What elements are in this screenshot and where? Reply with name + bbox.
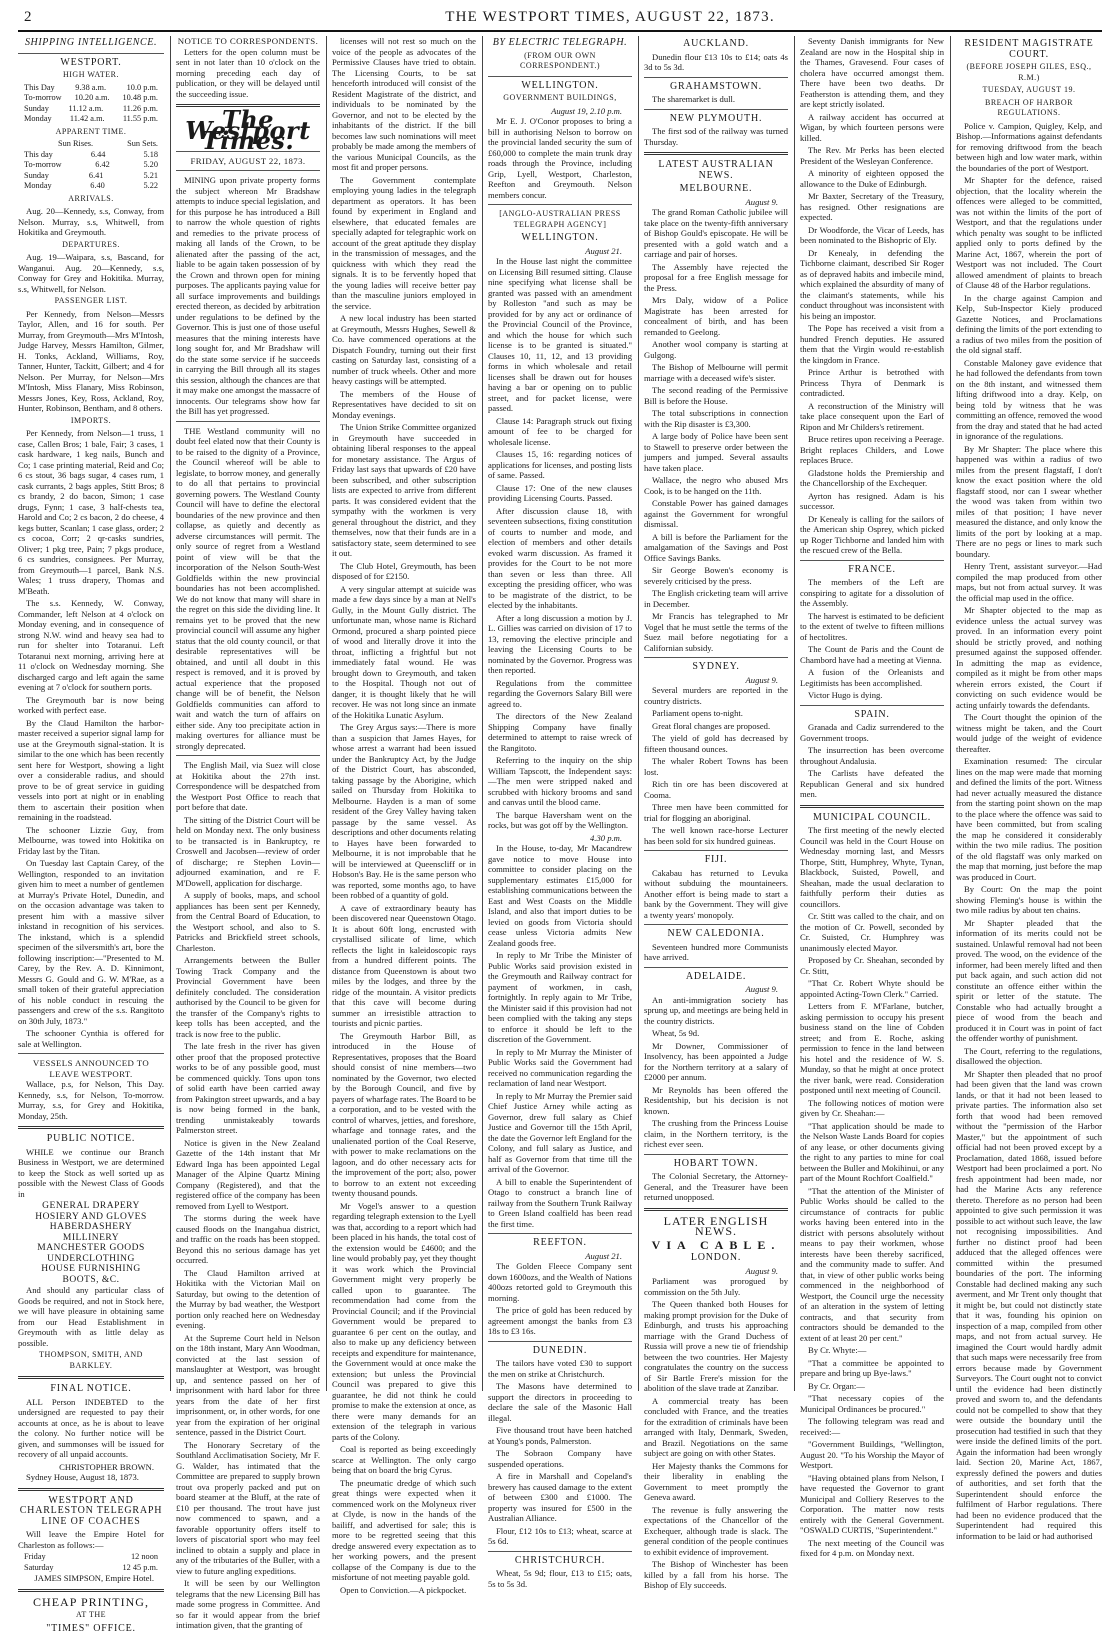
telegraph-paragraph: In reply to Mr Murray the Premier said Chief Justice Arney while acting as Governor, drew full salary as Chief Justice and Governor till the 15th April, the date the Governor left England for the Colony, and full salary as Justice, and half as Governor from that time till the arrival of the Governor. xyxy=(488,1091,632,1175)
passenger-text: Per Kennedy, from Nelson—Messrs Taylor, Allen, and 16 for south. Per Murray, from Greymouth—Mrs M'Intosh, Judge Harvey, Messrs Hamilton, Gilmer, H. Tonks, Ackland, Williams, Roy, Tanner, Hunter, Tackitt, Gilbert; and 4 for Nelson. Per Murray, for Nelson—Mrs M'Intosh, Miss Flanary, Miss Robinson, Messrs Jones, Key, Ross, Ackland, Roy, Hunter, Robinson, Bentham, and 8 others. xyxy=(18,309,164,414)
public-notice-text: WHILE we continue our Branch Business in Westport, we are determined to keep the Stock as well sorted up as possible with the Newest Class of Goods in xyxy=(18,1147,164,1200)
table-header: Sun Rises. Sun Sets. xyxy=(18,139,164,150)
telegraph-paragraph: Clause 17: One of the new clauses providing Licensing Courts. Passed. xyxy=(488,483,632,504)
public-notice-tail: And should any particular class of Goods be required, and not in Stock here, we will have pleasure in obtaining same from our Head Establishment in Greymouth with as little delay as possible. xyxy=(18,1285,164,1348)
telegraph-paragraph: A fire in Marshall and Copeland's brewery has caused damage to the extent of between £300 and £1000. The property was insured for £500 in the Australian Alliance. xyxy=(488,1471,632,1524)
coach-heading: WESTPORT AND CHARLESTON TELEGRAPH LINE OF COACHES xyxy=(18,1496,164,1528)
telegraph-paragraph: The tailors have voted £30 to support the men on strike at Christchurch. xyxy=(488,1358,632,1379)
news-paragraph: The late fresh in the river has given other proof that the proposed protective works to be of any possible good, must be commenced quickly. Tons upon tons of solid earth have been carried away from Pakington street upwards, and a bay is now being formed in the bank, trending unmistakeably towards Palmerston street. xyxy=(176,1041,320,1136)
telegraph-paragraph: In the House last night the committee on Licensing Bill resumed sitting. Clause nine specifying what license shall be granted was passed with an amendment by Rolleston "and such as may be provided for by any act or ordinance of the Provincial Council of the Province, and which the house for which such license is to be granted is situated." Clauses 10, 11, 12, and 13 providing forms in which wholesale and retail licenses shall be drawn out for houses having a bar or opening on to public street, and for packet license, were passed. xyxy=(488,256,632,414)
news-paragraph: The Greymouth Harbor Bill, as introduced in the House of Representatives, proposes that the Board should consist of nine members—two nominated by the Governor, two elected by the Borough Council, and five by payers of wharfage rates. The Board to be a corporation, and to be vested with the control of wharves, jetties, and foreshore, wharfage and tonnage rates, and the unalienated portion of the Coal Reserve, with power to make reclamations on the lagoon, and do other necessary acts for the improvement of the port; also, power to borrow to an extent not exceeding twenty thousand pounds. xyxy=(332,1031,476,1199)
dateline: August 9. xyxy=(644,984,778,995)
list-item: HABERDASHERY xyxy=(18,1222,164,1233)
final-notice-heading: FINAL NOTICE. xyxy=(18,1384,164,1395)
news-paragraph: The Pope has received a visit from a hundred French deputies. He assured them that the Virgin would re-establish the kingdom in France. xyxy=(800,323,944,365)
list-item: MANCHESTER GOODS xyxy=(18,1243,164,1254)
masthead-rule xyxy=(18,30,1102,32)
news-paragraph: A fusion of the Orleanists and Legitimists has been accomplished. xyxy=(800,667,944,688)
column-divider xyxy=(482,36,483,1391)
news-paragraph: Wheat, 5s 9d. xyxy=(644,1028,788,1039)
table-row: Monday 11.42 a.m. 11.55 p.m. xyxy=(18,114,164,125)
rule xyxy=(18,53,164,54)
news-paragraph: Rich tin ore has been discovered at Cooma. xyxy=(644,779,788,800)
notice-text: Letters for the open column must be sent in not later than 10 o'clock on the morning preceding each day of publication, or they will be delayed until the succeeding issue. xyxy=(176,47,320,100)
table-row: Friday 12 noon xyxy=(18,1552,164,1563)
arrivals-heading: ARRIVALS. xyxy=(18,194,164,205)
vessels-text: Wallace, p.s, for Nelson, This Day. Kennedy, s.s, for Nelson, To-morrow. Murray, s.s, for Grey and Hokitika, Monday, 25th. xyxy=(18,1079,164,1121)
news-paragraph: Wallace, the negro who abused Mrs Cook, is to be hanged on the 11th. xyxy=(644,475,788,496)
news-paragraph: The following telegram was read and received:— xyxy=(800,1416,944,1437)
court-heading: RESIDENT MAGISTRATE COURT. xyxy=(956,39,1102,60)
cheap-printing-at: AT THE xyxy=(18,1610,164,1621)
news-paragraph: By Cr. Whyte:— xyxy=(800,1345,944,1356)
list-item: GENERAL DRAPERY xyxy=(18,1201,164,1212)
news-paragraph: Her Majesty thanks the Commons for their liberality in enabling the Government to meet promptly the Geneva award. xyxy=(644,1461,788,1503)
news-paragraph: The Club Hotel, Greymouth, has been disposed of for £2150. xyxy=(332,561,476,582)
news-paragraph: Mr Reynolds has been offered the Residentship, but his decision is not known. xyxy=(644,1085,788,1117)
shipping-paragraph: The schooner Cynthia is offered for sale at Wellington. xyxy=(18,1028,164,1049)
telegraph-paragraph: A bill to enable the Superintendent of Otago to construct a branch line of railway from the Southern Trunk Railway to Green Island coalfield has been read the first time. xyxy=(488,1177,632,1230)
column-english-news xyxy=(800,36,944,1391)
news-paragraph: Gladstone holds the Premiership and the Chancellorship of the Exchequer. xyxy=(800,468,944,489)
news-paragraph: The English Mail, via Suez will close at Hokitika about the 27th inst. Correspondence will be despatched from the Westport Post Office to reach that port before that date. xyxy=(176,760,320,813)
column-divider xyxy=(638,36,639,1391)
rule xyxy=(644,152,788,155)
rule xyxy=(644,77,788,78)
column-local-news xyxy=(332,36,476,1391)
court-paragraph: Mr Shapter then pleaded that no proof had been given that the land was crown lands, or that it had not been leased to private parties. The information also set forth that wood had been removed without the "permission of the Harbor Master," but the appointment of such official had not been proved except by a Proclamation, dated 1868, issued before Westport had been proclaimed a port. No fresh appointment had been made, nor had the Marine Acts any reference thereto. Therefore as no person had been appointed to give such permission it was possible to act without such leave, the law not recognising impossibilities. And further no distinct proof had been adduced that the alleged offences were committed within the presumed boundaries of the port. The informing Constable had declined making any such averment, and Mr Trent only thought that it might be, but could not distinctly state that it was, founding his opinion on inspection of a map, compiled from other maps, and not from actual survey. He imagined the Court would hardly admit that such maps were necessarily free from errors because made by Government Surveyors. The Court ought not to convict until the evidence had been distinctly proved and sworn to, and the defendants could not be compelled to show that they were outside the boundary until the prosecution had testified in such that they were inside the defined limits of the port. Again the information had been wrongly laid. Section 20, Marine Act, 1867, expressly defined the powers and duties of authorities, and set forth that the Superintendent should enforce the fulfilment of Harbor regulations. There had been no evidence produced that the Superintendent had required this information to be laid or had authorised xyxy=(956,1069,1102,1542)
news-paragraph: The Queen thanked both Houses for making prompt provision for the Duke of Edinburgh, and trusts his approaching marriage with the Grand Duchess of Russia will prove a new tie of friendship between the two countries. Her Majesty congratulates the country on the success of Sir Bartle Frere's mission for the abolition of the slave trade at Zanzibar. xyxy=(644,1299,788,1394)
news-paragraph: Great floral changes are proposed. xyxy=(644,721,788,732)
news-paragraph: A commercial treaty has been concluded with France, and the treaties for the extradition of criminals have been arranged with Italy, Denmark, Sweden, and Brazil. Negotiations on the same subject are going on with other States. xyxy=(644,1396,788,1459)
imports-text: Per Kennedy, from Nelson—1 truss, 1 case, Callen Bros; 1 bale, Fair; 3 cases, 1 cask hardware, 1 keg nails, Bunch and Co; 1 case printing material, Reid and Co; 6 cs stout, 36 bags sugar, 4 cases rum, 1 cask currants, 2 bags apples, Stitt Bros; 8 cs brandy, 2 do bacon, Simon; 1 case drugs, Fynn; 1 case, 3 half-chests tea, Harold and Co; 2 cs bacon, 2 do cheese, 4 kegs butter, Scanlan; 1 case glass, order; 2 cs cocoa, Corr; 2 qr-casks sundries, Oliver; 1 pkg tree, Pain; 7 pkgs produce, 6 cs sundries, consignees. Per Murray, from Greymouth—1 parcel, Bank N.S. Wales; 1 truss drapery, Thomas and M'Beath. xyxy=(18,428,164,596)
news-paragraph: The next meeting of the Council was fixed for 4 p.m. on Monday next. xyxy=(800,1538,944,1559)
final-notice-text: ALL Person INDEBTED to the undersigned are requested to pay their accounts at once, as he is about to leave the colony. No further notice will be given, and summonses will be issued for recovery of all unpaid accounts. xyxy=(18,1397,164,1460)
telegraph-heading: BY ELECTRIC TELEGRAPH. xyxy=(488,38,632,49)
port-heading: WESTPORT. xyxy=(18,58,164,69)
news-paragraph: A minority of eighteen opposed the allowance to the Duke of Edinburgh. xyxy=(800,168,944,189)
news-paragraph: The total subscriptions in connection with the Rip disaster is £3,300. xyxy=(644,408,788,429)
coach-signature: JAMES SIMPSON, Empire Hotel. xyxy=(18,1573,154,1584)
court-paragraph: Henry Trent, assistant surveyor.—Had compiled the map produced from other maps, but not from actual survey. It was the official map used in the office. xyxy=(956,561,1102,603)
column-shipping xyxy=(18,36,164,1391)
news-paragraph: The members of the House of Representatives have decided to sit on Monday evenings. xyxy=(332,389,476,421)
shipping-paragraph: On Tuesday last Captain Carey, of the Wellington, responded to an invitation given him to meet a number of gentlemen at Murray's Private Hotel, Dunedin, and on the occasion advantage was taken to present him with a massive silver inkstand in recognition of his services. The inkstand, which is a splendid specimen of the silversmith's art, bore the following inscription:—"Presented to M. Carey, by the Rev. A. D. Kinnimont, Messrs G. Gould and G. W. M'Rae, as a small token of their grateful appreciation of his noble conduct in rescuing the passengers and crew of the s.s. Rangitoto on 30th July, 1873." xyxy=(18,858,164,1026)
telegraph-paragraph: Flour, £12 10s to £13; wheat, scarce at 5s 6d. xyxy=(488,1526,632,1547)
news-paragraph: The Union Strike Committee organized in Greymouth have succeeded in obtaining liberal responses to the appeal for monetary assistance. The Argus of Friday last says that upwards of £20 have been subscribed, and other subscription lists are expected to arrive from different parts. It was considered evident that the sympathy with the workmen is very general throughout the district, and they themselves, now that their funds are in a satisfactory state, seem determined to see it out. xyxy=(332,422,476,559)
dateline: 4.30 p.m. xyxy=(488,833,622,844)
telegraph-paragraph: The Golden Fleece Company sent down 1600ozs, and the Wealth of Nations 400ozs retorted gold to Greymouth this morning. xyxy=(488,1261,632,1303)
case-heading: BREACH OF HARBOR REGULATIONS. xyxy=(956,98,1102,119)
telegraph-paragraph: Referring to the inquiry on the ship William Tapscott, the Independent says:—The men were stripped naked and scrubbed with hickory brooms and sand and canvas until the blood came. xyxy=(488,755,632,808)
news-paragraph: A supply of books, maps, and school appliances has been sent per Kennedy, from the Central Board of Education, to the Westport school, and also to S. Patricks and Brickfield street schools, Charleston. xyxy=(176,890,320,953)
news-paragraph: Seventeen hundred more Communists have arrived. xyxy=(644,942,788,963)
news-paragraph: A cave of extraordinary beauty has been discovered near Queenstown Otago. It is about 60ft long, encrusted with crystallised silicate of lime, which reflects the light in kaleidoscopic rays from a hundred different points. The distance from Queenstown is about two miles by the lodges, and three by the ridge of the mountain. A visitor predicts that this cave will become during summer an irresistible attraction to tourists and picnic parties. xyxy=(332,903,476,1029)
news-paragraph: The English cricketing team will arrive in December. xyxy=(644,588,788,609)
news-paragraph: The first sod of the railway was turned Thursday. xyxy=(644,126,788,147)
dateline: August 21. xyxy=(488,246,622,257)
telegraph-paragraph: The Masons have determined to support the directors in proceeding to declare the sale of the Masonic Hall illegal. xyxy=(488,1381,632,1423)
news-paragraph: The grand Roman Catholic jubilee will take place on the twenty-fifth anniversary of Bishop Gould's episcopate. He will be presented with a gold watch and a carriage and pair of horses. xyxy=(644,207,788,260)
news-paragraph: A reconstruction of the Ministry will take place consequent upon the Earl of Ripon and Mr Childers's retirement. xyxy=(800,401,944,433)
christchurch-heading: CHRISTCHURCH. xyxy=(488,1556,632,1567)
court-date: TUESDAY, AUGUST 19. xyxy=(956,85,1102,96)
table-row: Monday 6.40 5.22 xyxy=(18,181,164,192)
dateline: August 21. xyxy=(488,1251,622,1262)
shipping-paragraph: The s.s. Kennedy, W. Conway, Commander, left Nelson at 4 o'clock on Monday evening, and in consequence of strong N.W. wind and heavy sea had to run for shelter into Totaranui. Left Totaranui next morning, arriving here at 11 o'clock on Wednesday morning. She discharged cargo and left again the same evening at 7 o'clock for southern ports. xyxy=(18,598,164,693)
telegraph-paragraph: The price of gold has been reduced by agreement amongst the banks from £3 18s to £3 16s. xyxy=(488,1305,632,1337)
news-paragraph: The first meeting of the newly elected Council was held in the Court House on Wednesday morning last, and Messrs Thorpe, Stitt, Humphrey, Whyte, Tynan, Blackbock, Suisted, Powell, and Sheahan, made the usual declaration to faithfully perform their duties as councillors. xyxy=(800,825,944,909)
column-editorial xyxy=(176,36,320,1391)
news-paragraph: The members of the Left are conspiring to agitate for a dissolution of the Assembly. xyxy=(800,577,944,609)
news-paragraph: The following notices of motion were given by Cr. Sheahan:— xyxy=(800,1098,944,1119)
dateline: August 9. xyxy=(644,197,778,208)
news-paragraph: Letters from F. M'Farlane, butcher, asking permission to occupy his present business stand on the line of Cobden street; and from E. Roche, asking permission to fence in the land between his hotel and the residence of W. S. Munday, so that he might at once protect the river bank, were read. Consideration postponed until next meeting of Council. xyxy=(800,1001,944,1096)
news-paragraph: Open to Conviction.—A pickpocket. xyxy=(332,1585,476,1596)
news-paragraph: A railway accident has occurred at Wigan, by which fourteen persons were killed. xyxy=(800,112,944,144)
news-paragraph: Several murders are reported in the country districts. xyxy=(644,685,788,706)
table-row: Sunday 11.12 a.m. 11.26 p.m. xyxy=(18,104,164,115)
new-caledonia-heading: NEW CALEDONIA. xyxy=(644,929,788,940)
news-paragraph: A very singular attempt at suicide was made a few days since by a man at Nell's Gully, in the Mount Gully district. The unfortunate man, whose name is Richard Ormond, procured a sharp pointed piece of wood and literally drove it into the throat, inflicting a frightful but not immediately fatal wound. He was brought down to Greymouth, and taken to the Hospital. Though not out of danger, it is thought likely that he will recover. He was not long since an inmate of the Hokitika Lunatic Asylum. xyxy=(332,584,476,721)
telegraph-paragraph: The barque Haversham went on the rocks, but was got off by the Wellington. xyxy=(488,810,632,831)
telegraph-subheading: (FROM OUR OWN CORRESPONDENT.) xyxy=(488,51,632,72)
court-paragraph: Mr Shapter for the defence, raised objection, that the locality wherein the offences were alleged to be committed, was not within the limits of the port of Westport, and that the regulations under which penalty was sought to be inflicted applied only to ports defined by the Marine Act, 1867, wherein the port of Westport was not included. The Court allowed amendment of plaints to breach of Clause 48 of the Harbor regulations. xyxy=(956,175,1102,291)
list-item: HOUSE FURNISHING xyxy=(18,1264,164,1275)
table-row: Sunday 6.41 5.21 xyxy=(18,171,164,182)
news-paragraph: Dunedin flour £13 10s to £14; oats 4s 3d to 5s 3d. xyxy=(644,52,788,73)
telegraph-paragraph: In reply to Mr Murray the Minister of Public Works said the Government had received no communication regarding the reclamation of land near Westport. xyxy=(488,1047,632,1089)
news-paragraph: Dr Woodforde, the Vicar of Leeds, has been nominated to the Bishopric of Ely. xyxy=(800,225,944,246)
rule xyxy=(18,1589,164,1592)
rule xyxy=(644,967,788,968)
telegraph-paragraph: Mr E. J. O'Conor proposes to bring a bill in authorising Nelson to borrow on the provincial landed security the sum of £60,000 to complete the main trunk dray roads through the Province, including Grip, Lyell, Westport, Charleston, Reefton and Greymouth. Nelson members concur. xyxy=(488,116,632,200)
masthead xyxy=(0,0,1114,30)
news-paragraph: Victor Hugo is dying. xyxy=(800,690,944,701)
news-paragraph: Notice is given in the New Zealand Gazette of the 14th instant that Mr Edward Inga has been appointed Legal Manager of the Alpine Quartz Mining Company (Registered), and that the registered office of the company has been removed from Lyell to Westport. xyxy=(176,1138,320,1212)
rule xyxy=(488,1551,632,1552)
news-paragraph: Coal is reported as being exceedingly scarce at Wellington. The only cargo being that on board the brig Cyrus. xyxy=(332,1444,476,1476)
column-divider xyxy=(950,36,951,1391)
column-divider xyxy=(794,36,795,1391)
telegraph-paragraph: Regulations from the committee regarding the Governors Salary Bill were agreed to. xyxy=(488,678,632,710)
dunedin-heading: DUNEDIN. xyxy=(488,1346,632,1357)
rule xyxy=(644,1208,788,1211)
shipping-paragraph: By the Claud Hamilton the harbor-master received a superior signal lamp for use at the Greymouth signal-station. It is similar to the one which has been recently sent here for Westport, showing a light over a considerable radius, and should prove to be of great service in guiding vessels into port at night or in enabling them to ascertain their position when remaining in the roadstead. xyxy=(18,718,164,823)
news-paragraph: licenses will not rest so much on the voice of the people as advocates of the Permissive Clauses have tried to obtain. The Licensing Courts, to be sat henceforth introduced will consist of the Resident Magistrate of the district, and individuals to be nominated by the Governor, and not to be elected by the inhabitants of the district. If the bill becomes law such nominations will meet probably be made among the members of the various Municipal Councils, as the most fit and proper persons. xyxy=(332,36,476,173)
news-paragraph: The yield of gold has decreased by fifteen thousand ounces. xyxy=(644,733,788,754)
news-paragraph: The whaler Robert Towns has been lost. xyxy=(644,756,788,777)
newspaper-title: THE WESTPORT TIMES, AUGUST 22, 1873. xyxy=(300,9,920,26)
news-paragraph: Mr Baxter, Secretary of the Treasury, has resigned. Other resignations are expected. xyxy=(800,191,944,223)
table-row: This day 6.44 5.18 xyxy=(18,150,164,161)
melbourne-heading: MELBOURNE. xyxy=(644,184,788,195)
news-paragraph: By Cr. Organ:— xyxy=(800,1381,944,1392)
page-number: 2 xyxy=(24,9,32,26)
court-paragraph: Police v. Campion, Quigley, Kelp, and Bishop.—Informations against defendants for removing driftwood from the beach between high and low water mark, within the boundaries of the port of Westport. xyxy=(956,121,1102,174)
sydney-heading: SYDNEY. xyxy=(644,662,788,673)
news-paragraph: The Count de Paris and the Count de Chambord have had a meeting at Vienna. xyxy=(800,644,944,665)
high-water-table xyxy=(18,83,164,125)
rule xyxy=(488,204,632,205)
rule xyxy=(18,1053,164,1054)
telegraph-paragraph: Wheat, 5s 9d; flour, £13 to £15; oats, 5s to 5s 3d. xyxy=(488,1568,632,1589)
court-paragraph: The Court thought the opinion of the witness might be taken, and the Court would judge of the weight of evidence thereafter. xyxy=(956,712,1102,754)
news-paragraph: The Bishop of Melbourne will permit marriage with a deceased wife's sister. xyxy=(644,362,788,383)
news-paragraph: The sitting of the District Court will be held on Monday next. The only business to be transacted is in Bankruptcy, re Croswell and Jacobsen—review of order of discharge; re Stephen Lovin—adjourned examination, and re F. M'Dowell, application for discharge. xyxy=(176,815,320,889)
news-paragraph: A large body of Police have been sent to Stawell to preserve order between the jumpers and jumped. Several assaults have taken place. xyxy=(644,431,788,473)
news-paragraph: A bill is before the Parliament for the amalgamation of the Savings and Post Office Savings Banks. xyxy=(644,532,788,564)
court-paragraph: By Mr Shapter: The place where this happened was within a radius of two miles from the present flagstaff, I don't know the exact position where the old flagstaff stood, nor can I swear whether the wood was taken from within two miles of that position; I have never measured the distance, and only know the limits of the port by looking at a map. There are no pegs or lines to mark such boundary. xyxy=(956,444,1102,560)
telegraph-paragraph: Five thousand trout have been hatched at Young's ponds, Palmerston. xyxy=(488,1425,632,1446)
news-paragraph: Ayrton has resigned. Adam is his successor. xyxy=(800,491,944,512)
news-paragraph: The Grey Argus says:—There is more than a suspicion that James Hayes, for whose arrest a warrant had been issued under the Bankruptcy Act, by the Judge of the District Court, has absconded, taking passage by the Aborigine, which sailed on Thursday from Hokitika to Melbourne. Hayden is a man of some resident of the Grey Valley having taken passage by the same vessel. As descriptions and other documents relating to Hayes have been forwarded to Melbourne, it is not improbable that he will be interviewed at Queenscliff or in Hobson's Bay. He is the same person who was reported, some months ago, to have been robbed of a quantity of gold. xyxy=(332,722,476,901)
news-paragraph: Mr Downer, Commissioner of Insolvency, has been appointed a Judge for the Northern territory at a salary of £2000 per annum. xyxy=(644,1041,788,1083)
court-paragraph: By Court: On the map the point showing Fleming's house is within the two mile radius by about ten chains. xyxy=(956,884,1102,916)
vessels-heading: VESSELS ANNOUNCED TO LEAVE WESTPORT. xyxy=(18,1058,164,1079)
municipal-council-heading: MUNICIPAL COUNCIL. xyxy=(800,813,944,824)
arrivals-text: Aug. 20—Kennedy, s.s, Conway, from Nelson. Murray, s.s, Whitwell, from Hokitika and Greymouth. xyxy=(18,206,164,238)
departures-text: Aug. 19—Waipara, s.s, Bascand, for Wanganui. Aug. 20—Kennedy, s.s, Conway for Grey and Hokitika. Murray, s.s, Whitwell, for Nelson. xyxy=(18,252,164,294)
telegraph-paragraph: The Sobraon Company have suspended operations. xyxy=(488,1448,632,1469)
court-paragraph: Mr Shapter objected to the map as evidence unless the actual survey was proved. In an information every point should be strictly proved, and nothing presumed against the supposed offender. In admitting the map as evidence, compiled as it might be from other maps wherein errors existed, the Court if convicting on such evidence would be acting unfairly towards the defendants. xyxy=(956,605,1102,710)
editorial-paragraph: MINING upon private property forms the subject whereon Mr Bradshaw attempts to induce special legislation, and for this purpose he has introduced a Bill to narrow the whole question of rights and remedies to the private process of making all lands of the Crown, to be alienated after the passing of the act, liable to be again taken possession of by the Crown and thrown open for mining purposes. The applicants paying value for all surface improvements and buildings erected thereon, as decided by arbitration under regulations to be defined by the Governor. This is just one of those useful measures that the mining interests have long sought for, and Mr Bradshaw will do the state some service if he succeeds in carrying the Bill through all its stages this session, although the chances are that it may make one amongst the massacre of innocents. Our telegrams show how far the Bill has yet progressed. xyxy=(176,175,320,417)
court-paragraph: Examination resumed: The circular lines on the map were made that morning and defined the limits of the port. Witness had never actually measured the distance from the starting point shown on the map to the place where the offence was said to have been committed, but from scaling the map he considered it considerably within the two mile radius. The position of the old flagstaff was only marked on the map that morning, just before the map was produced in Court. xyxy=(956,756,1102,882)
news-paragraph: Arrangements between the Buller Towing Track Company and the Provincial Government have been definitely concluded. The consideration authorised by the Council to be given for the transfer of the Company's rights to keep tolls has been accepted, and the track is now free to the public. xyxy=(176,955,320,1039)
rule xyxy=(18,1126,164,1129)
news-paragraph: Cr. Stitt was called to the chair, and on the motion of Cr. Powell, seconded by Cr. Suisted, Cr. Humphrey was unanimously elected Mayor. xyxy=(800,911,944,953)
france-heading: FRANCE. xyxy=(800,565,944,576)
news-paragraph: The Honorary Secretary of the Southland Acclimatisation Society, Mr F. G. Walder, has intimated that the Committee are prepared to supply brown trout ova properly packed and put on board steamer at the Bluff, at the rate of £10 per thousand. The trout have just now commenced to spawn, and a favorable opportunity offers itself to lovers of piscatorial sport who may feel inclined to obtain a supply and place in any of the tributaries of the Buller, with a view to future angling expeditions. xyxy=(176,1440,320,1577)
rule xyxy=(176,421,320,422)
news-paragraph: The Claud Hamilton arrived at Hokitika with the Victorian Mail on Saturday, but owing to the detention of the Murray by bad weather, the Westport portion only reached here on Wednesday evening. xyxy=(176,1268,320,1331)
list-item: HOSIERY AND GLOVES xyxy=(18,1212,164,1223)
news-paragraph: Sir George Bowen's economy is severely criticised by the press. xyxy=(644,565,788,586)
news-paragraph: Seventy Danish immigrants for New Zealand are now in the Hospital ship in the Thames, Gravesend. Four cases of cholera have occurred amongst them. There have been two deaths. Dr Featherston is attending them, and they are kept strictly isolated. xyxy=(800,36,944,110)
telegraph-paragraph: After discussion clause 18, with seventeen subsections, fixing constitution of courts to number and mode, and election of members and other details evoked warm discussion. As framed it provides for the Court to be not more than seven or less than three. All excepting the presiding officer, who was to be magistrate of the district, to be elected by the inhabitants. xyxy=(488,506,632,611)
news-paragraph: Three men have been committed for trial for flogging an aboriginal. xyxy=(644,802,788,823)
new-plymouth-heading: NEW PLYMOUTH. xyxy=(644,114,788,125)
london-heading: LONDON. xyxy=(644,1253,788,1264)
news-paragraph: The revenue is fully answering the expectations of the Chancellor of the Exchequer, although trade is slack. The general condition of the people continues to exhibit evidence of improvement. xyxy=(644,1505,788,1558)
rule xyxy=(800,805,944,808)
court-paragraph: In the charge against Campion and Kelp, Sub-Inspector Kiely produced Gazette Notices, and Proclamations defining the limits of the port extending to a radius of two miles from the position of the old signal staff. xyxy=(956,293,1102,356)
rule xyxy=(644,924,788,925)
rule xyxy=(800,705,944,706)
auckland-heading: AUCKLAND. xyxy=(644,39,788,50)
news-paragraph: The Bishop of Winchester has been killed by a fall from his horse. The Bishop of Ely succeeds. xyxy=(644,1559,788,1591)
news-paragraph: Proposed by Cr. Sheahan, seconded by Cr. Stitt, xyxy=(800,955,944,976)
news-paragraph: The Rev. Mr Perks has been elected President of the Wesleyan Conference. xyxy=(800,145,944,166)
news-paragraph: The insurrection has been overcome throughout Andalusia. xyxy=(800,745,944,766)
telegraph-paragraph: After a long discussion a motion by J. L. Gillies was carried on division of 17 to 13, removing the elective principle and leaving the Licensing Courts to be nominated by the Governor. Progress was then reported. xyxy=(488,613,632,676)
table-row: To-morrow 10.20 a.m. 10.48 p.m. xyxy=(18,93,164,104)
news-paragraph: "Having obtained plans from Nelson, I have requested the Governor to grant Municipal and Colliery Reserves to the Corporation. The matter now rests entirely with the General Government. "OSWALD CURTIS, "Superintendent." xyxy=(800,1473,944,1536)
dateline: August 9. xyxy=(644,675,778,686)
news-paragraph: The well known race-horse Lecturer has been sold for six hundred guineas. xyxy=(644,825,788,846)
dateline: August 19, 2.10 p.m. xyxy=(488,106,622,117)
news-paragraph: The Government contemplate employing young ladies in the telegraph department as operators. It has been found by experiment in England and elsewhere, that educated females are specially adapted for telegraphic work on account of the great aptitude they display in the transmission of messages, and the quickness with which they read the signals. It is to be fervently hoped that the young ladies will receive better pay than the masculine juniors employed in the service. xyxy=(332,175,476,312)
rule xyxy=(644,850,788,851)
news-paragraph: An anti-immigration society has sprung up, and meetings are being held in the country districts. xyxy=(644,995,788,1027)
rule xyxy=(644,1154,788,1155)
news-paragraph: The sharemarket is dull. xyxy=(644,94,788,105)
rule xyxy=(644,109,788,110)
news-paragraph: "That Cr. Robert Whyte should be appointed Acting-Town Clerk." Carried. xyxy=(800,978,944,999)
news-paragraph: The storms during the week have caused floods on the Inangahua district, and traffic on the roads has been stopped. Beyond this no serious damage has yet occurred. xyxy=(176,1213,320,1266)
dateline: August 9. xyxy=(644,1266,778,1277)
news-paragraph: The crushing from the Princess Louise claim, in the Northern territory, is the richest ever seen. xyxy=(644,1118,788,1150)
agency-line: [ANGLO-AUSTRALIAN PRESS TELEGRAPH AGENCY] xyxy=(488,209,632,230)
news-paragraph: "Government Buildings, "Wellington, August 20. "To his Worship the Mayor of Westport. xyxy=(800,1439,944,1471)
reefton-heading: REEFTON. xyxy=(488,1238,632,1249)
adelaide-heading: ADELAIDE. xyxy=(644,972,788,983)
news-paragraph: Granada and Cadiz surrendered to the Government troops. xyxy=(800,722,944,743)
news-paragraph: Cakabau has returned to Levuka without subduing the mountaineers. Another effort is being made to start a bank by the Government. They will give a twenty years' monopoly. xyxy=(644,868,788,921)
news-paragraph: Another wool company is starting at Gulgong. xyxy=(644,339,788,360)
table-row: To-morrow 6.42 5.20 xyxy=(18,160,164,171)
news-paragraph: The harvest is estimated to be deficient to the extent of twelve to fifteen millions of hectolitres. xyxy=(800,611,944,643)
paper-title: The Westport Times. xyxy=(176,115,320,147)
grahamstown-heading: GRAHAMSTOWN. xyxy=(644,82,788,93)
rule xyxy=(644,657,788,658)
news-paragraph: Mr Francis has telegraphed to Mr Vogel that he must settle the terms of the Suez mail before negotiating for a Californian subsidy. xyxy=(644,611,788,653)
high-water-heading: HIGH WATER. xyxy=(18,70,164,81)
editorial-date: FRIDAY, AUGUST 22, 1873. xyxy=(176,156,320,167)
news-paragraph: Parliament was prorogued by commission on the 5th July. xyxy=(644,1276,788,1297)
telegraph-paragraph: In the House, to-day, Mr Macandrew gave notice to move House into committee to consider placing on the supplementary estimates £15,000 for establishing communications between the East and West Coasts on the Middle Island, and also that import duties to be levied on goods from Victoria should cease unless Victoria admits New Zealand goods free. xyxy=(488,843,632,948)
court-paragraph: Mr Shapter pleaded that the information of its merits could not be sustained. Unlawful removal had not been proved. The wood, on the evidence of the informer, had been merely lifted and then put back again, and such action did not constitute an offence either within the spirit or letter of the statute. The Constable who had actually brought a piece of wood from the beach and produced it in Court was in point of fact the offender worthy of punishment. xyxy=(956,918,1102,1044)
rule xyxy=(800,560,944,561)
column-court xyxy=(956,36,1102,1391)
news-paragraph: "That necessary copies of the Municipal Ordinances be procured." xyxy=(800,1393,944,1414)
column-divider xyxy=(326,36,327,1391)
shipping-paragraph: The schooner Lizzie Guy, from Melbourne, was towed into Hokitika on Friday last by the Titan. xyxy=(18,825,164,857)
telegraph-paragraph: In reply to Mr Tribe the Minister of Public Works said provision existed in the Greymouth and Railway contract for payment of workmen, in cash, fortnightly. In reply again to Mr Tribe, the Minister said if this provision had not been complied with the taking any steps to enforce it should be left to the discretion of the Government. xyxy=(488,950,632,1045)
wellington-heading: WELLINGTON. xyxy=(488,81,632,92)
cheap-printing-heading: CHEAP PRINTING, xyxy=(18,1597,164,1608)
news-paragraph: "That the attention of the Minister of Public Works should be called to the circumstance of contracts for public works having been entered into in the district with persons absolutely without means to pay their workmen, whose interests have been thereby sacrificed, and the community made to suffer. And that, in view of other public works being commenced in the neighborhood of Westport, the Council urge the necessity of an alteration in the system of letting contracts, and that security from contractors should be demanded to the extent of at least 20 per cent." xyxy=(800,1186,944,1344)
later-english-heading: LATER ENGLISH NEWS. xyxy=(644,1216,788,1237)
shipping-heading: SHIPPING INTELLIGENCE. xyxy=(18,38,164,49)
list-item: MILLINERY xyxy=(18,1233,164,1244)
wellington-heading: WELLINGTON. xyxy=(488,233,632,244)
public-notice-heading: PUBLIC NOTICE. xyxy=(18,1134,164,1145)
rule xyxy=(488,1233,632,1234)
table-row: Saturday 12 45 p.m. xyxy=(18,1563,164,1574)
apparent-time-heading: APPARENT TIME. xyxy=(18,127,164,138)
spain-heading: SPAIN. xyxy=(800,710,944,721)
editorial-paragraph: THE Westland community will no doubt feel elated now that their County is to be raised to the dignity of a Province, the Council whereof will be able to legislate, to borrow money, and generally to do all that pertains to provincial governing powers. The Westland County Council will have to define the electoral boundaries of the new province and then collapse, as quietly and decently as adverse circumstances will permit. The only source of regret from a Westland point of view will be that the incorporation of the Nelson South-West Goldfields within the new provincial boundaries has not been accomplished. We do not know that many will share in the regret on this side the dividing line. It remains yet to be proved that the new provincial council will assume any higher status that the old county council, or that desirable representatives will be obtained, and until all doubt in this respect is removed, and it is proved by actual experience that the proposed change will be of benefit, the Nelson Goldfields communities can afford to wait and watch the turn of affairs on either side. Any too precipitate action in making overtures for alliance must be strongly deprecated. xyxy=(176,426,320,752)
fiji-heading: FIJI. xyxy=(644,855,788,866)
news-paragraph: The Colonial Secretary, the Attorney-General, and the Treasurer have been returned unopposed. xyxy=(644,1171,788,1203)
news-paragraph: It will be seen by our Wellington telegrams that the new Licensing Bill has made some progress in Committee. And so far it would appear from the brief intimation given, that the granting of xyxy=(176,1578,320,1631)
news-paragraph: Mrs Daly, widow of a Police Magistrate has been arrested for concealment of birth, and has been remanded to Geelong. xyxy=(644,295,788,337)
news-paragraph: Constable Power has gained damages against the Government for wrongful dismissal. xyxy=(644,498,788,530)
table-row: This Day 9.38 a.m. 10.0 p.m. xyxy=(18,83,164,94)
news-paragraph: The Carlists have defeated the Republican General and six hundred men. xyxy=(800,768,944,800)
apparent-time-table xyxy=(18,139,164,192)
rule xyxy=(176,170,320,171)
telegraph-paragraph: Clauses 15, 16: regarding notices of applications for licenses, and posting lists of same. Passed. xyxy=(488,449,632,481)
rule xyxy=(488,1341,632,1342)
list-item: BOOTS, &C. xyxy=(18,1275,164,1286)
news-paragraph: Dr Kenealy, in defending the Tichborne claimant, described Sir Roger as of depraved habits and imbecile mind, which explained the absurdity of many of the claimant's statements, while his conduct throughout was inconsistent with his being an impostor. xyxy=(800,248,944,322)
passenger-heading: PASSENGER LIST. xyxy=(18,296,164,307)
hobart-heading: HOBART TOWN. xyxy=(644,1159,788,1170)
column-telegraph xyxy=(488,36,632,1391)
news-paragraph: The second reading of the Permissive Bill is before the House. xyxy=(644,385,788,406)
news-paragraph: The pneumatic dredge of which such great things were expected when it commenced work on the Molyneux river at Clyde, is now in the hands of the bailiff, and advertised for sale; this is more to be regretted seeing that this dredge answered every expectation as to her working powers, and the present collapse of the Company is due to the misfortune of not meeting payable gold. xyxy=(332,1478,476,1583)
news-paragraph: Bruce retires upon receiving a Peerage. Bright replaces Childers, and Lowe replaces Bruce. xyxy=(800,434,944,466)
news-paragraph: Prince Arthur is betrothed with Princess Thyra of Denmark is contradicted. xyxy=(800,367,944,399)
telegraph-paragraph: The directors of the New Zealand Shipping Company have finally determined to attempt to raise wreck of the Rangitoto. xyxy=(488,711,632,753)
final-notice-signature: CHRISTOPHER BROWN. xyxy=(18,1462,154,1473)
rule xyxy=(18,1376,164,1379)
news-paragraph: Parliament opens to-night. xyxy=(644,708,788,719)
coach-text: Will leave the Empire Hotel for Charleston as follows:— xyxy=(18,1529,164,1550)
final-notice-place: Sydney House, August 18, 1873. xyxy=(18,1472,164,1483)
column-divider xyxy=(170,36,171,1391)
notice-heading: NOTICE TO CORRESPONDENTS. xyxy=(176,36,320,47)
rule xyxy=(488,76,632,77)
news-paragraph: "That application should be made to the Nelson Waste Lands Board for copies of any lease, or other documents giving the right to any parties to mine for coal between the Buller and Mokihinui, or any part of the Mount Rochfort Coalfield." xyxy=(800,1121,944,1184)
departures-heading: DEPARTURES. xyxy=(18,240,164,251)
court-paragraph: The Court, referring to the regulations, disallowed the objection. xyxy=(956,1046,1102,1067)
news-paragraph: At the Supreme Court held in Nelson on the 18th instant, Mary Ann Woodman, convicted at the last session of manslaughter at Westport, was brought up, and sentence passed on her of imprisonment with hard labor for three years from the date of her first imprisonment, or, in other words, for one year from the expiration of her original sentence, passed in the District Court. xyxy=(176,1333,320,1438)
shipping-paragraph: The Greymouth bar is now being worked with perfect ease. xyxy=(18,695,164,716)
rule xyxy=(18,1488,164,1491)
court-paragraph: Constable Maloney gave evidence that he had followed the defendants from town on the 8th instant, and witnessed them lifting driftwood into a dray. Kelp, on being told by witness that he was committing an offence, removed the wood from the dray and stated that he had acted in ignorance of the regulations. xyxy=(956,358,1102,442)
imports-heading: IMPORTS. xyxy=(18,416,164,427)
public-notice-signature: THOMPSON, SMITH, AND BARKLEY. xyxy=(18,1350,164,1371)
news-paragraph: Dr Kenealy is calling for the sailors of the American ship Osprey, which picked up Roger Tichborne and landed him with the rescued crew of the Bella. xyxy=(800,514,944,556)
times-office: "TIMES" OFFICE. xyxy=(18,1624,164,1634)
news-paragraph: "That a committee be appointed to prepare and bring up Bye-laws." xyxy=(800,1358,944,1379)
list-item: UNDERCLOTHING xyxy=(18,1254,164,1265)
news-paragraph: The Assembly have rejected the proposal for a free English message for the Press. xyxy=(644,262,788,294)
telegraph-paragraph: Clause 14: Paragraph struck out fixing amount of fee to be charged for wholesale license. xyxy=(488,416,632,448)
latest-australian-heading: LATEST AUSTRALIAN NEWS. xyxy=(644,160,788,181)
via-cable: VIA CABLE. xyxy=(644,1240,788,1251)
column-australian-news xyxy=(644,36,788,1391)
court-before: (BEFORE JOSEPH GILES, ESQ., R.M.) xyxy=(956,62,1102,83)
government-buildings: GOVERNMENT BUILDINGS, xyxy=(488,93,632,104)
news-paragraph: Mr Vogel's answer to a question regarding telegraph extension to the Lyell was that, according to a report which had been placed in his hands, the total cost of the extension would be £4600; and the line would probably pay, yet they thought it was work which the Provincial Government might very properly be called upon to guarantee. The recommendation had come from the Provincial Council; and if the Provincial Government would be prepared to guarantee 6 per cent on the outlay, and also to make up any deficiency between receipts and expenditure for maintenance, the Government would at once make the extension; but unless the Provincial Council was prepared to give this guarantee, he did not think he could promise to make the extension at once, as there were many demands for an extension of the telegraph in various parts of the Colony. xyxy=(332,1201,476,1443)
news-paragraph: A new local industry has been started at Greymouth, Messrs Hughes, Sewell & Co. have commenced operations at the Dispatch Foundry, turning out their first casting on Saturday last, consisting of a number of truck wheels. Other and more heavy castings will be attempted. xyxy=(332,313,476,387)
rule xyxy=(176,755,320,756)
